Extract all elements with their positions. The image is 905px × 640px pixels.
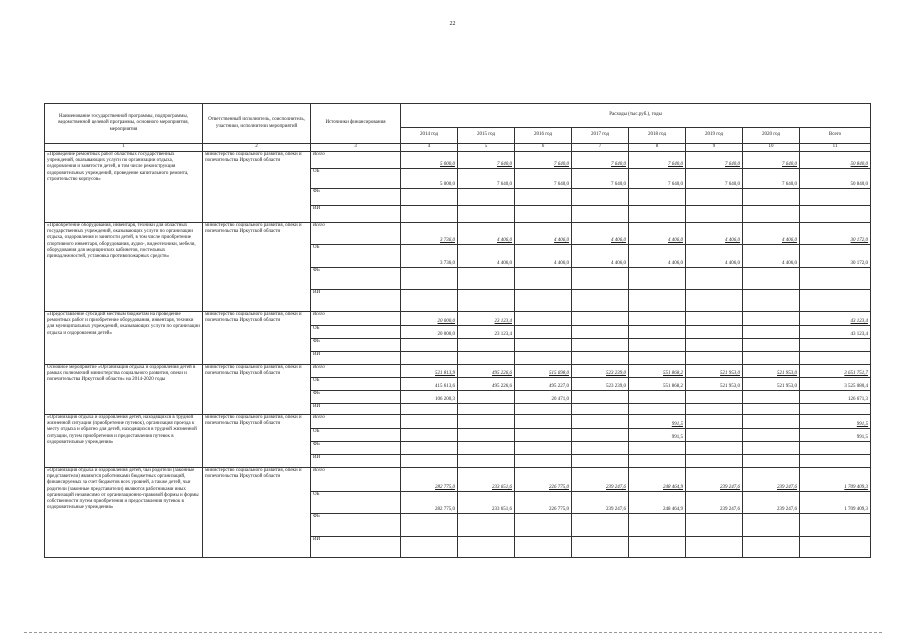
amount-cell: 4 406,0	[743, 223, 800, 245]
amount-cell: 5 000,0	[401, 169, 458, 189]
header-year-1: 2015 год	[458, 128, 515, 144]
funding-source: ИИ	[311, 455, 401, 468]
funding-source: ОБ	[311, 245, 401, 268]
amount-cell: 4 406,0	[515, 223, 572, 245]
amount-cell	[800, 514, 871, 537]
amount-cell: 521 953,0	[686, 365, 743, 378]
amount-cell: 521 953,0	[743, 365, 800, 378]
amount-cell	[629, 537, 686, 558]
amount-cell	[515, 268, 572, 290]
amount-cell	[458, 290, 515, 312]
amount-cell	[458, 404, 515, 415]
amount-cell: 282 775,0	[401, 492, 458, 514]
table-row	[45, 223, 871, 245]
amount-cell	[629, 455, 686, 468]
amount-cell	[743, 312, 800, 326]
header-year-2: 2016 год	[515, 128, 572, 144]
amount-cell: 239 247,6	[743, 492, 800, 514]
amount-cell: 4 406,0	[458, 245, 515, 268]
column-number-7: 8	[629, 144, 686, 152]
amount-cell	[686, 415, 743, 429]
amount-cell	[515, 442, 572, 455]
program-name: «Организация отдыха и оздоровления детей, чьи родители (законные представители) являются работниками бюджетных организаций, финансируемых за счет бюджетов всех уровней, а также детей, чьи родители (законные представители) являются работниками иных организаций независимо от организационно-правовой формы и формы собственности путем приобретения и предоставления путевок в оздоровительные учреждения»	[45, 468, 203, 558]
amount-cell: 7 640,0	[686, 152, 743, 169]
amount-cell	[629, 268, 686, 290]
responsible-executor: министерство социального развития, опеки и попечительства Иркутской области	[203, 365, 311, 415]
amount-cell	[572, 537, 629, 558]
amount-cell	[686, 352, 743, 365]
amount-cell	[686, 455, 743, 468]
column-number-5: 6	[515, 144, 572, 152]
amount-cell	[572, 455, 629, 468]
amount-cell	[572, 326, 629, 339]
amount-cell: 50 840,0	[800, 169, 871, 189]
amount-cell	[572, 514, 629, 537]
amount-cell: 4 406,0	[686, 245, 743, 268]
funding-source: Всего	[311, 152, 401, 169]
header-expenses: Расходы (тыс.руб.), годы	[401, 104, 871, 128]
amount-cell	[572, 404, 629, 415]
amount-cell: 521 953,0	[743, 378, 800, 391]
responsible-executor: министерство социального развития, опеки и попечительства Иркутской области	[203, 415, 311, 468]
amount-cell	[458, 455, 515, 468]
amount-cell: 239 247,6	[572, 492, 629, 514]
amount-cell	[629, 339, 686, 352]
amount-cell: 106 200,3	[401, 391, 458, 404]
amount-cell	[743, 206, 800, 223]
amount-cell	[743, 455, 800, 468]
amount-cell	[629, 352, 686, 365]
amount-cell: 20 000,0	[401, 326, 458, 339]
amount-cell	[800, 455, 871, 468]
amount-cell	[629, 206, 686, 223]
amount-cell	[800, 290, 871, 312]
funding-source: ОБ	[311, 429, 401, 442]
funding-source: ОБ	[311, 492, 401, 514]
header-year-4: 2018 год	[629, 128, 686, 144]
responsible-executor: министерство социального развития, опеки и попечительства Иркутской области	[203, 152, 311, 223]
amount-cell	[743, 429, 800, 442]
amount-cell: 248 464,9	[629, 468, 686, 492]
amount-cell	[401, 442, 458, 455]
amount-cell	[686, 339, 743, 352]
amount-cell	[515, 189, 572, 206]
amount-cell	[572, 339, 629, 352]
amount-cell	[515, 290, 572, 312]
financing-table	[44, 103, 871, 558]
amount-cell: 50 840,0	[800, 152, 871, 169]
header-sources: Источники финансирования	[311, 104, 401, 144]
amount-cell	[686, 442, 743, 455]
amount-cell	[629, 326, 686, 339]
amount-cell: 3 525 080,4	[800, 378, 871, 391]
amount-cell: 495 227,0	[515, 378, 572, 391]
header-year-5: 2019 год	[686, 128, 743, 144]
funding-source: ФБ	[311, 339, 401, 352]
amount-cell	[800, 206, 871, 223]
header-responsible: Ответственный исполнитель, соисполнитель, участники, исполнители мероприятий	[203, 104, 311, 144]
program-name: «Приобретение оборудования, инвентаря, техники для областных государственных учреждений, оказывающих услуги по организации отдыха, оздоровления и занятости детей, в том числе приобретение спортивного инвентаря, оборудования, аудио-, видеотехники, мебели, оборудования для медицинских кабинетов, постельных принадлежностей, установка противопожарных средств»	[45, 223, 203, 312]
table-row	[45, 468, 871, 492]
amount-cell	[572, 290, 629, 312]
funding-source: ФБ	[311, 189, 401, 206]
amount-cell: 1 709 409,3	[800, 468, 871, 492]
funding-source: ИИ	[311, 537, 401, 558]
column-number-4: 5	[458, 144, 515, 152]
amount-cell	[686, 537, 743, 558]
funding-source: ФБ	[311, 442, 401, 455]
amount-cell	[800, 537, 871, 558]
amount-cell	[743, 442, 800, 455]
amount-cell: 7 640,0	[743, 152, 800, 169]
amount-cell	[401, 352, 458, 365]
funding-source: ФБ	[311, 268, 401, 290]
amount-cell: 495 226,6	[458, 365, 515, 378]
amount-cell: 4 406,0	[686, 223, 743, 245]
amount-cell: 4 406,0	[572, 223, 629, 245]
amount-cell	[572, 352, 629, 365]
amount-cell: 4 406,0	[743, 245, 800, 268]
amount-cell: 239 247,6	[686, 492, 743, 514]
amount-cell: 20 000,0	[401, 312, 458, 326]
amount-cell: 4 406,0	[629, 245, 686, 268]
amount-cell	[743, 339, 800, 352]
amount-cell	[686, 514, 743, 537]
column-number-2: 3	[311, 144, 401, 152]
responsible-executor: министерство социального развития, опеки и попечительства Иркутской области	[203, 312, 311, 365]
amount-cell: 7 640,0	[515, 152, 572, 169]
funding-source: ОБ	[311, 169, 401, 189]
amount-cell	[515, 537, 572, 558]
column-number-6: 7	[572, 144, 629, 152]
amount-cell: 43 123,4	[800, 312, 871, 326]
amount-cell: 523 239,0	[572, 378, 629, 391]
amount-cell: 521 813,9	[401, 365, 458, 378]
responsible-executor: министерство социального развития, опеки и попечительства Иркутской области	[203, 468, 311, 558]
responsible-executor: министерство социального развития, опеки и попечительства Иркутской области	[203, 223, 311, 312]
amount-cell	[800, 352, 871, 365]
amount-cell	[458, 352, 515, 365]
amount-cell	[401, 514, 458, 537]
column-number-9: 10	[743, 144, 800, 152]
amount-cell	[800, 268, 871, 290]
amount-cell	[515, 339, 572, 352]
amount-cell	[686, 391, 743, 404]
amount-cell	[686, 326, 743, 339]
amount-cell: 523 239,0	[572, 365, 629, 378]
amount-cell	[800, 339, 871, 352]
funding-source: ИИ	[311, 404, 401, 415]
funding-source: Всего	[311, 312, 401, 326]
amount-cell: 3 651 751,7	[800, 365, 871, 378]
amount-cell	[401, 404, 458, 415]
amount-cell: 20 471,0	[515, 391, 572, 404]
program-name: Основное мероприятие «Организация отдыха и оздоровления детей в рамках полномочий министерства социального развития, опеки и попечительства Иркутской области» на 2014-2020 годы	[45, 365, 203, 415]
amount-cell: 226 775,0	[515, 492, 572, 514]
table-row	[45, 365, 871, 378]
funding-source: ФБ	[311, 514, 401, 537]
amount-cell: 7 640,0	[629, 152, 686, 169]
amount-cell	[629, 391, 686, 404]
amount-cell: 551 868,2	[629, 365, 686, 378]
amount-cell: 282 775,0	[401, 468, 458, 492]
amount-cell	[800, 189, 871, 206]
amount-cell	[458, 268, 515, 290]
amount-cell: 248 464,9	[629, 492, 686, 514]
amount-cell: 7 640,0	[458, 169, 515, 189]
amount-cell	[458, 415, 515, 429]
amount-cell	[401, 290, 458, 312]
amount-cell: 5 000,0	[401, 152, 458, 169]
amount-cell	[743, 415, 800, 429]
amount-cell: 991,5	[629, 415, 686, 429]
amount-cell	[800, 442, 871, 455]
table-row	[45, 152, 871, 169]
column-number-10: 11	[800, 144, 871, 152]
amount-cell	[686, 429, 743, 442]
amount-cell	[515, 429, 572, 442]
amount-cell	[572, 391, 629, 404]
amount-cell	[572, 268, 629, 290]
amount-cell	[743, 268, 800, 290]
amount-cell	[401, 189, 458, 206]
amount-cell: 7 640,0	[629, 169, 686, 189]
header-program: Наименование государственной программы, подпрограммы, ведомственной целевой программы, основного мероприятия, мероприятия	[45, 104, 203, 144]
amount-cell: 521 953,0	[686, 378, 743, 391]
program-name: «Проведение ремонтных работ областных государственных учреждений, оказывающих услуги по организации отдыха, оздоровления и занятости детей, в том числе реконструкция оздоровительных учреждений, проведение капитального ремонта, строительство корпусов»	[45, 152, 203, 223]
amount-cell	[629, 312, 686, 326]
column-number-3: 4	[401, 144, 458, 152]
amount-cell	[401, 268, 458, 290]
amount-cell	[686, 268, 743, 290]
header-year-3: 2017 год	[572, 128, 629, 144]
funding-source: Всего	[311, 468, 401, 492]
amount-cell	[515, 352, 572, 365]
amount-cell: 126 671,3	[800, 391, 871, 404]
amount-cell: 7 640,0	[686, 169, 743, 189]
amount-cell	[743, 189, 800, 206]
amount-cell	[458, 442, 515, 455]
amount-cell	[515, 312, 572, 326]
amount-cell	[401, 339, 458, 352]
amount-cell	[515, 514, 572, 537]
amount-cell	[686, 404, 743, 415]
program-name: «Организация отдыха и оздоровления детей, находящихся в трудной жизненной ситуации (приобретение путевок), организация проезда к месту отдыха и обратно для детей, находящихся в трудной жизненной ситуации, путем приобретения и предоставления путевок в оздоровительные учреждения»	[45, 415, 203, 468]
amount-cell: 3 736,0	[401, 223, 458, 245]
amount-cell: 7 640,0	[515, 169, 572, 189]
amount-cell: 30 172,0	[800, 245, 871, 268]
header-year-0: 2014 год	[401, 128, 458, 144]
amount-cell	[458, 189, 515, 206]
amount-cell	[743, 537, 800, 558]
amount-cell	[515, 415, 572, 429]
amount-cell: 7 640,0	[458, 152, 515, 169]
funding-source: ОБ	[311, 326, 401, 339]
amount-cell	[458, 339, 515, 352]
amount-cell: 1 709 409,3	[800, 492, 871, 514]
funding-source: ОБ	[311, 378, 401, 391]
funding-source: ИИ	[311, 206, 401, 223]
amount-cell: 233 651,6	[458, 492, 515, 514]
amount-cell: 551 868,2	[629, 378, 686, 391]
amount-cell	[572, 442, 629, 455]
amount-cell: 4 406,0	[629, 223, 686, 245]
amount-cell	[800, 404, 871, 415]
amount-cell	[629, 404, 686, 415]
amount-cell	[572, 429, 629, 442]
amount-cell: 43 123,4	[800, 326, 871, 339]
amount-cell: 7 640,0	[572, 152, 629, 169]
amount-cell: 30 172,0	[800, 223, 871, 245]
amount-cell: 4 406,0	[515, 245, 572, 268]
funding-source: Всего	[311, 415, 401, 429]
amount-cell	[743, 326, 800, 339]
amount-cell: 4 406,0	[572, 245, 629, 268]
amount-cell	[401, 455, 458, 468]
amount-cell: 239 247,6	[572, 468, 629, 492]
amount-cell: 991,5	[800, 429, 871, 442]
amount-cell: 991,5	[629, 429, 686, 442]
column-number-1: 2	[203, 144, 311, 152]
amount-cell: 23 123,4	[458, 312, 515, 326]
table-row	[45, 312, 871, 326]
amount-cell	[401, 429, 458, 442]
amount-cell	[572, 312, 629, 326]
amount-cell	[686, 189, 743, 206]
funding-source: ФБ	[311, 391, 401, 404]
amount-cell	[743, 352, 800, 365]
amount-cell	[401, 537, 458, 558]
amount-cell	[743, 404, 800, 415]
table-row	[45, 415, 871, 429]
amount-cell	[629, 290, 686, 312]
amount-cell: 4 406,0	[458, 223, 515, 245]
amount-cell	[515, 326, 572, 339]
amount-cell: 415 613,6	[401, 378, 458, 391]
program-name: «Предоставление субсидий местным бюджетам на проведение ремонтных работ и приобретение оборудования, инвентаря, техники для муниципальных учреждений, оказывающих услуги по организации отдыха и оздоровления детей»	[45, 312, 203, 365]
amount-cell	[743, 514, 800, 537]
amount-cell	[401, 415, 458, 429]
amount-cell	[515, 206, 572, 223]
amount-cell	[458, 429, 515, 442]
amount-cell	[401, 206, 458, 223]
funding-source: Всего	[311, 223, 401, 245]
funding-source: ИИ	[311, 290, 401, 312]
amount-cell	[515, 404, 572, 415]
amount-cell	[743, 290, 800, 312]
page-number: 22	[449, 21, 456, 27]
amount-cell: 239 247,6	[686, 468, 743, 492]
amount-cell	[458, 514, 515, 537]
amount-cell	[629, 514, 686, 537]
amount-cell: 239 247,6	[743, 468, 800, 492]
funding-source: Всего	[311, 365, 401, 378]
amount-cell	[572, 189, 629, 206]
amount-cell	[743, 391, 800, 404]
amount-cell: 991,5	[800, 415, 871, 429]
amount-cell	[629, 442, 686, 455]
amount-cell	[686, 206, 743, 223]
amount-cell	[515, 455, 572, 468]
amount-cell: 23 123,4	[458, 326, 515, 339]
amount-cell: 515 698,0	[515, 365, 572, 378]
column-number-0: 1	[45, 144, 203, 152]
page-edge-line	[24, 632, 882, 633]
amount-cell: 233 651,6	[458, 468, 515, 492]
amount-cell	[458, 206, 515, 223]
funding-source: ИИ	[311, 352, 401, 365]
header-year-7: Всего	[800, 128, 871, 144]
amount-cell	[458, 391, 515, 404]
amount-cell: 3 736,0	[401, 245, 458, 268]
header-year-6: 2020 год	[743, 128, 800, 144]
amount-cell	[572, 415, 629, 429]
amount-cell: 7 640,0	[572, 169, 629, 189]
amount-cell	[686, 312, 743, 326]
column-number-8: 9	[686, 144, 743, 152]
amount-cell: 495 226,6	[458, 378, 515, 391]
amount-cell: 226 775,0	[515, 468, 572, 492]
amount-cell	[572, 206, 629, 223]
amount-cell	[686, 290, 743, 312]
amount-cell: 7 640,0	[743, 169, 800, 189]
amount-cell	[629, 189, 686, 206]
amount-cell	[458, 537, 515, 558]
